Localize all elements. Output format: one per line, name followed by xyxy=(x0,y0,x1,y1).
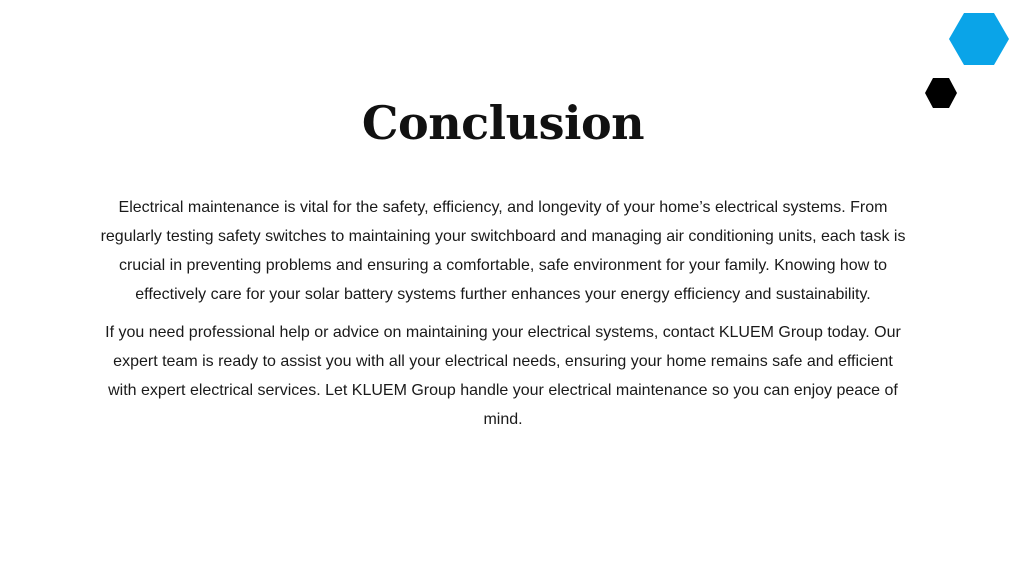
slide-title: Conclusion xyxy=(361,96,645,150)
slide-body xyxy=(100,193,906,443)
paragraph-contact-kluem: If you need professional help or advice on maintaining your electrical systems, contact KLUEM Group today. Our expert team is ready to assist you with all your electrical needs, ensuring your home remains safe and efficient with expert electrical services. Let KLUEM Group handle your electrical maintenance so you can enjoy peace of mind. xyxy=(105,324,901,428)
paragraph-maintenance-importance: Electrical maintenance is vital for the safety, efficiency, and longevity of your home’s electrical systems. From regularly testing safety switches to maintaining your switchboard and managing air conditioning units, each task is crucial in preventing problems and ensuring a comfortable, safe environment for your family. Knowing how to effectively care for your solar battery systems further enhances your energy efficiency and sustainability. xyxy=(100,199,906,303)
hexagon-blue-icon xyxy=(949,13,1009,65)
